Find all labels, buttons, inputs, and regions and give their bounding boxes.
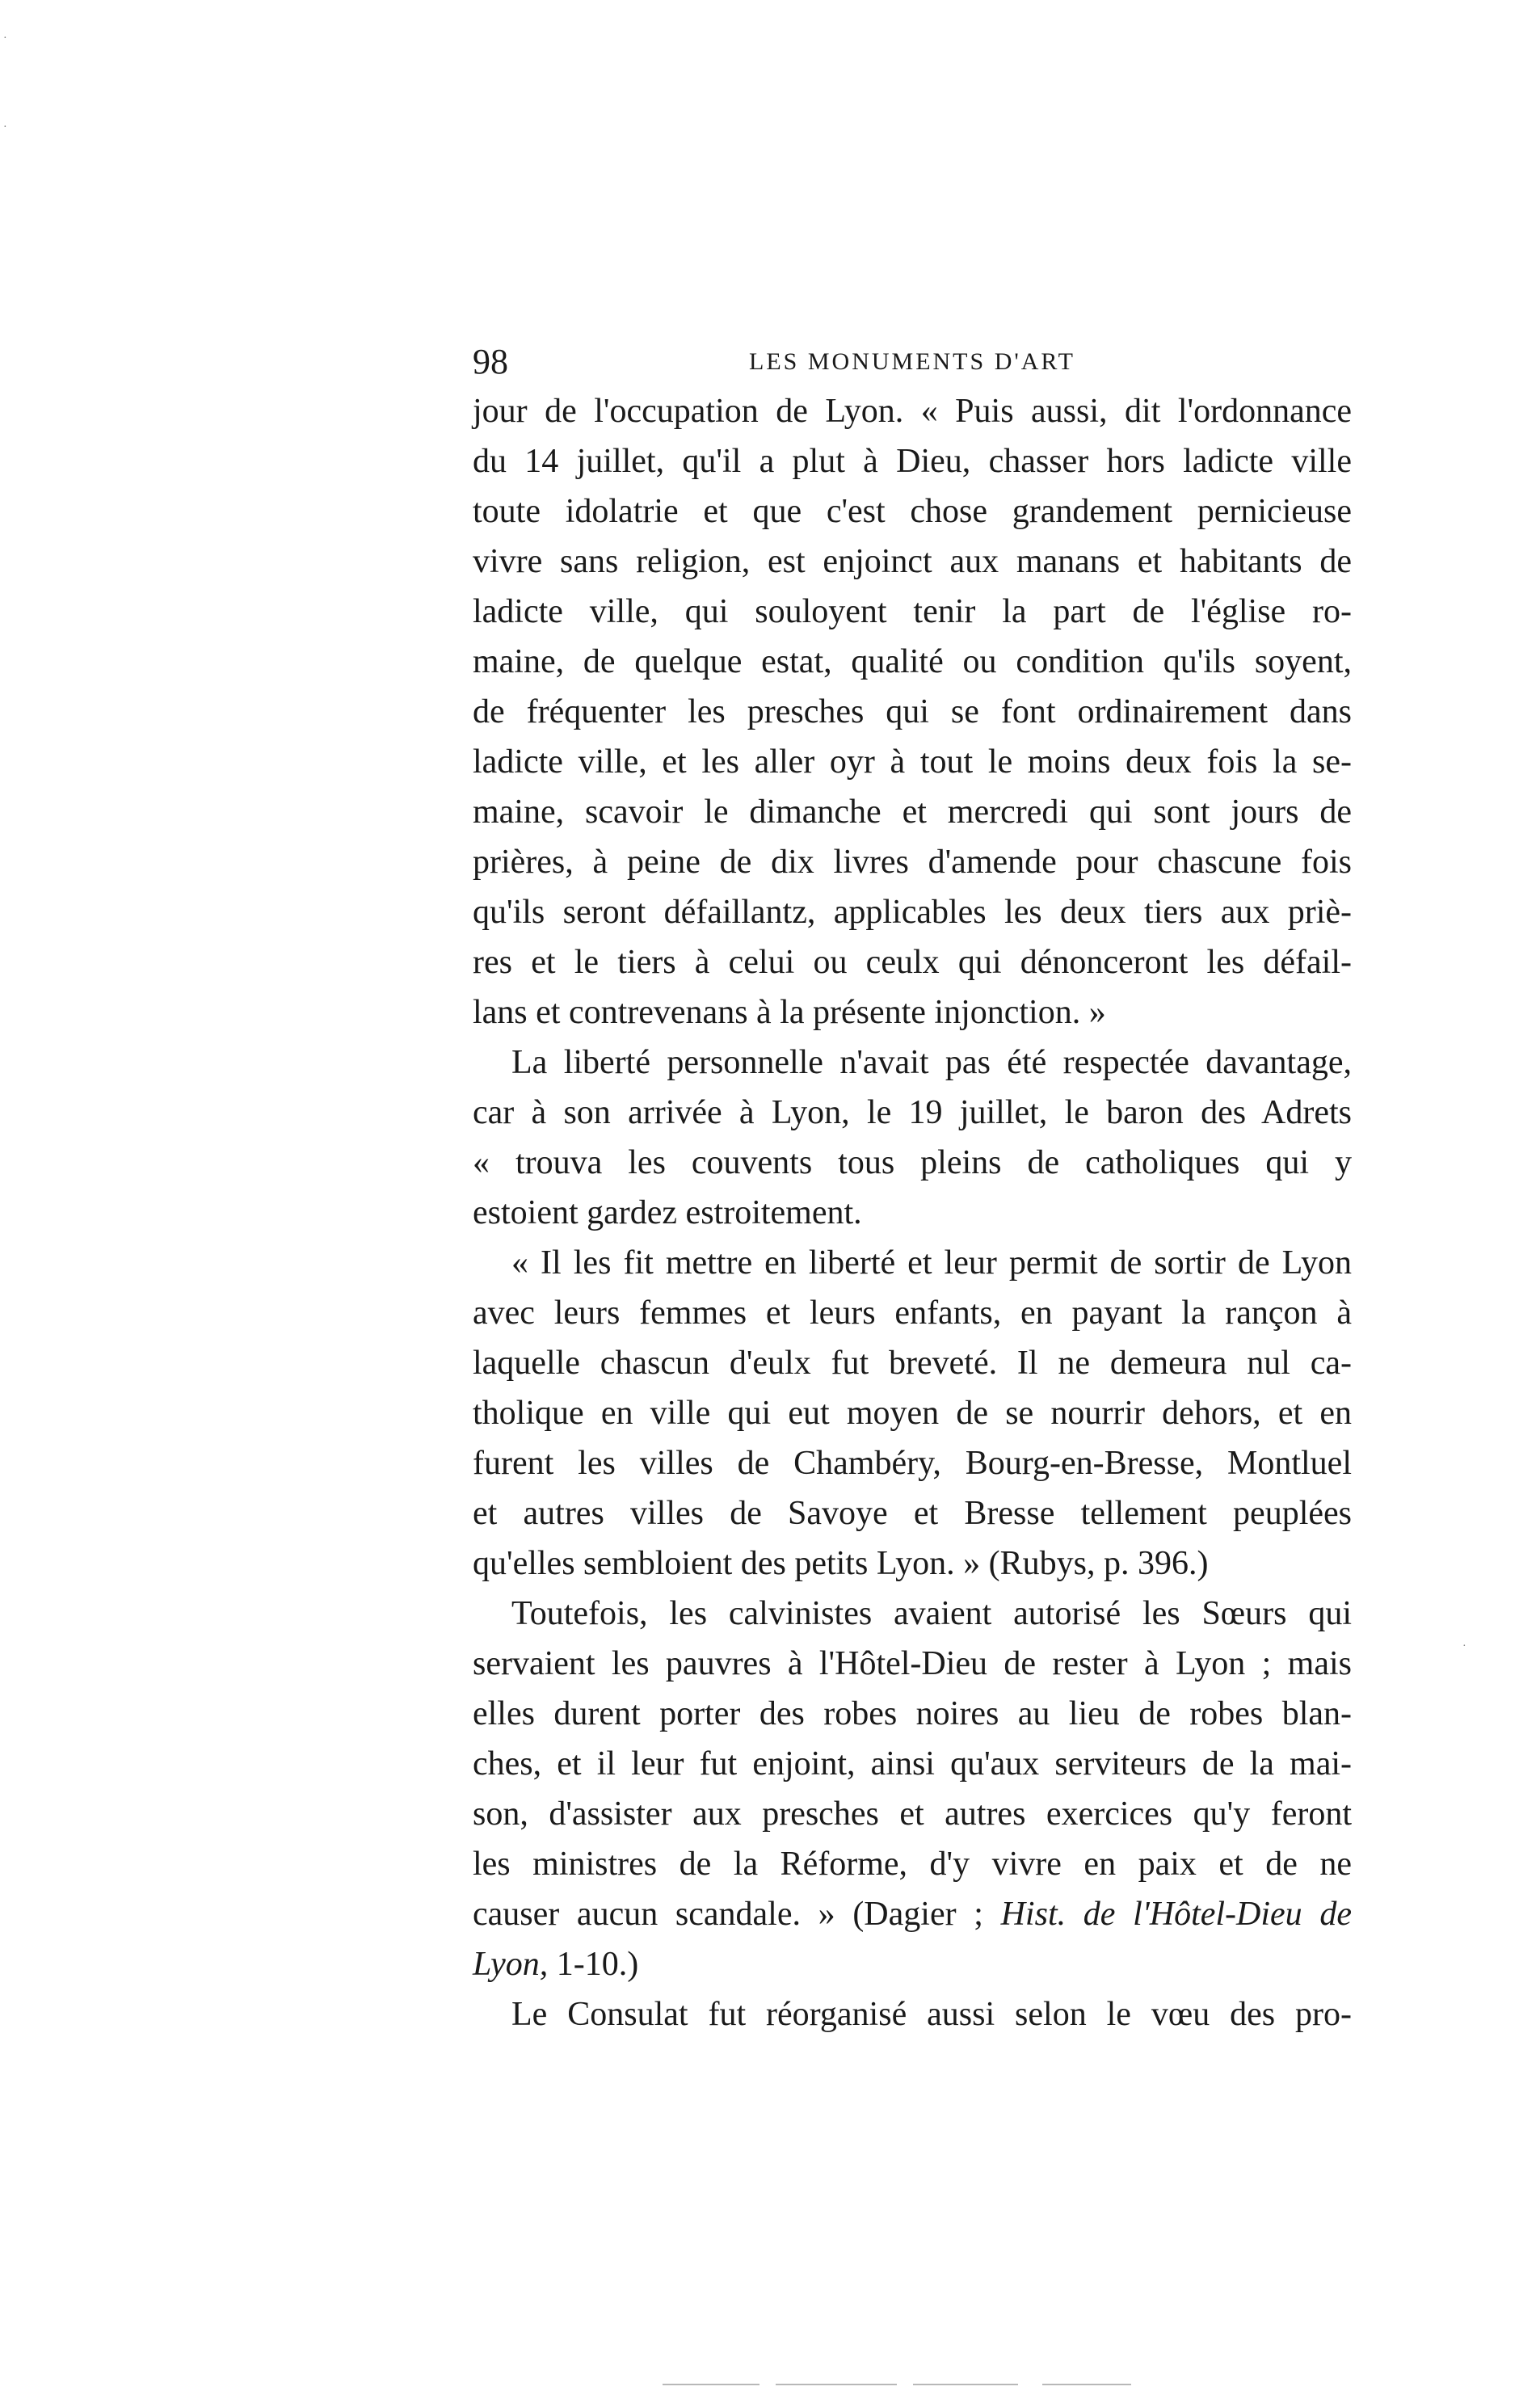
page-number: 98 (473, 342, 508, 381)
citation-title: Hist. de l'Hôtel-Dieu de (1000, 1896, 1353, 1933)
scan-edge-mark (663, 2384, 759, 2385)
text-line: de fréquenter les presches qui se font ordinairement dans (473, 693, 1352, 730)
citation-text: causer aucun scandale. » (Dagier ; (473, 1896, 1001, 1933)
text-line: tholique en ville qui eut moyen de se nourrir dehors, et en (473, 1395, 1352, 1432)
text-line: son, d'assister aux presches et autres exercices qu'y feront (473, 1795, 1352, 1833)
text-line: maine, de quelque estat, qualité ou condition qu'ils soyent, (473, 643, 1352, 680)
text-line: et autres villes de Savoye et Bresse tellement peuplées (473, 1495, 1352, 1532)
text-line: ches, et il leur fut enjoint, ainsi qu'aux serviteurs de la mai- (473, 1745, 1352, 1783)
text-line-with-citation (473, 1889, 1352, 1939)
body-text (473, 386, 1352, 2039)
citation-pages: 1-10.) (548, 1946, 639, 1983)
scan-edge-mark (776, 2384, 897, 2385)
text-line: ladicte ville, qui souloyent tenir la part de l'église ro- (473, 593, 1352, 630)
text-line: prières, à peine de dix livres d'amende pour chascune fois (473, 844, 1352, 881)
paragraph-start-line: Toutefois, les calvinistes avaient autorisé les Sœurs qui (511, 1595, 1352, 1632)
margin-speck: · (3, 32, 7, 44)
text-line: lans et contrevenans à la présente injonction. » (473, 994, 1106, 1031)
text-line: maine, scavoir le dimanche et mercredi qui sont jours de (473, 793, 1352, 831)
paragraph-start-line: « Il les fit mettre en liberté et leur permit de sortir de Lyon (511, 1244, 1352, 1282)
margin-speck: · (1462, 1640, 1466, 1652)
text-line: « trouva les couvents tous pleins de catholiques qui y (473, 1144, 1352, 1181)
text-line: ladicte ville, et les aller oyr à tout le moins deux fois la se- (473, 743, 1352, 781)
scan-edge-mark (1042, 2384, 1131, 2385)
text-line: qu'ils seront défaillantz, applicables les deux tiers aux priè- (473, 894, 1352, 931)
paragraph-start-line: Le Consulat fut réorganisé aussi selon le vœu des pro- (511, 1996, 1352, 2033)
margin-speck: · (3, 121, 7, 133)
citation-title-cont: Lyon, (473, 1946, 549, 1983)
text-line: avec leurs femmes et leurs enfants, en payant la rançon à (473, 1294, 1352, 1332)
text-line-with-citation (473, 1939, 1352, 1989)
scan-edge-mark (913, 2384, 1018, 2385)
text-line: jour de l'occupation de Lyon. « Puis aussi, dit l'ordonnance (473, 393, 1352, 430)
paragraph-start-line: La liberté personnelle n'avait pas été respectée davantage, (511, 1044, 1352, 1081)
text-line: les ministres de la Réforme, d'y vivre en paix et de ne (473, 1846, 1352, 1883)
text-line: servaient les pauvres à l'Hôtel-Dieu de rester à Lyon ; mais (473, 1645, 1352, 1682)
text-line: du 14 juillet, qu'il a plut à Dieu, chasser hors ladicte ville (473, 443, 1352, 480)
text-line: estoient gardez estroitement. (473, 1194, 862, 1231)
text-line: vivre sans religion, est enjoinct aux manans et habitants de (473, 543, 1352, 580)
text-line: toute idolatrie et que c'est chose grandement pernicieuse (473, 493, 1352, 530)
text-line: laquelle chascun d'eulx fut breveté. Il ne demeura nul ca- (473, 1345, 1352, 1382)
text-line: elles durent porter des robes noires au lieu de robes blan- (473, 1695, 1352, 1732)
running-title: LES MONUMENTS D'ART (749, 348, 1075, 375)
page-header (473, 338, 1352, 386)
text-line: car à son arrivée à Lyon, le 19 juillet, le baron des Adrets (473, 1094, 1352, 1131)
text-line: qu'elles sembloient des petits Lyon. » (Rubys, p. 396.) (473, 1545, 1209, 1582)
text-line: res et le tiers à celui ou ceulx qui dénonceront les défail- (473, 944, 1352, 981)
text-line: furent les villes de Chambéry, Bourg-en-Bresse, Montluel (473, 1445, 1352, 1482)
